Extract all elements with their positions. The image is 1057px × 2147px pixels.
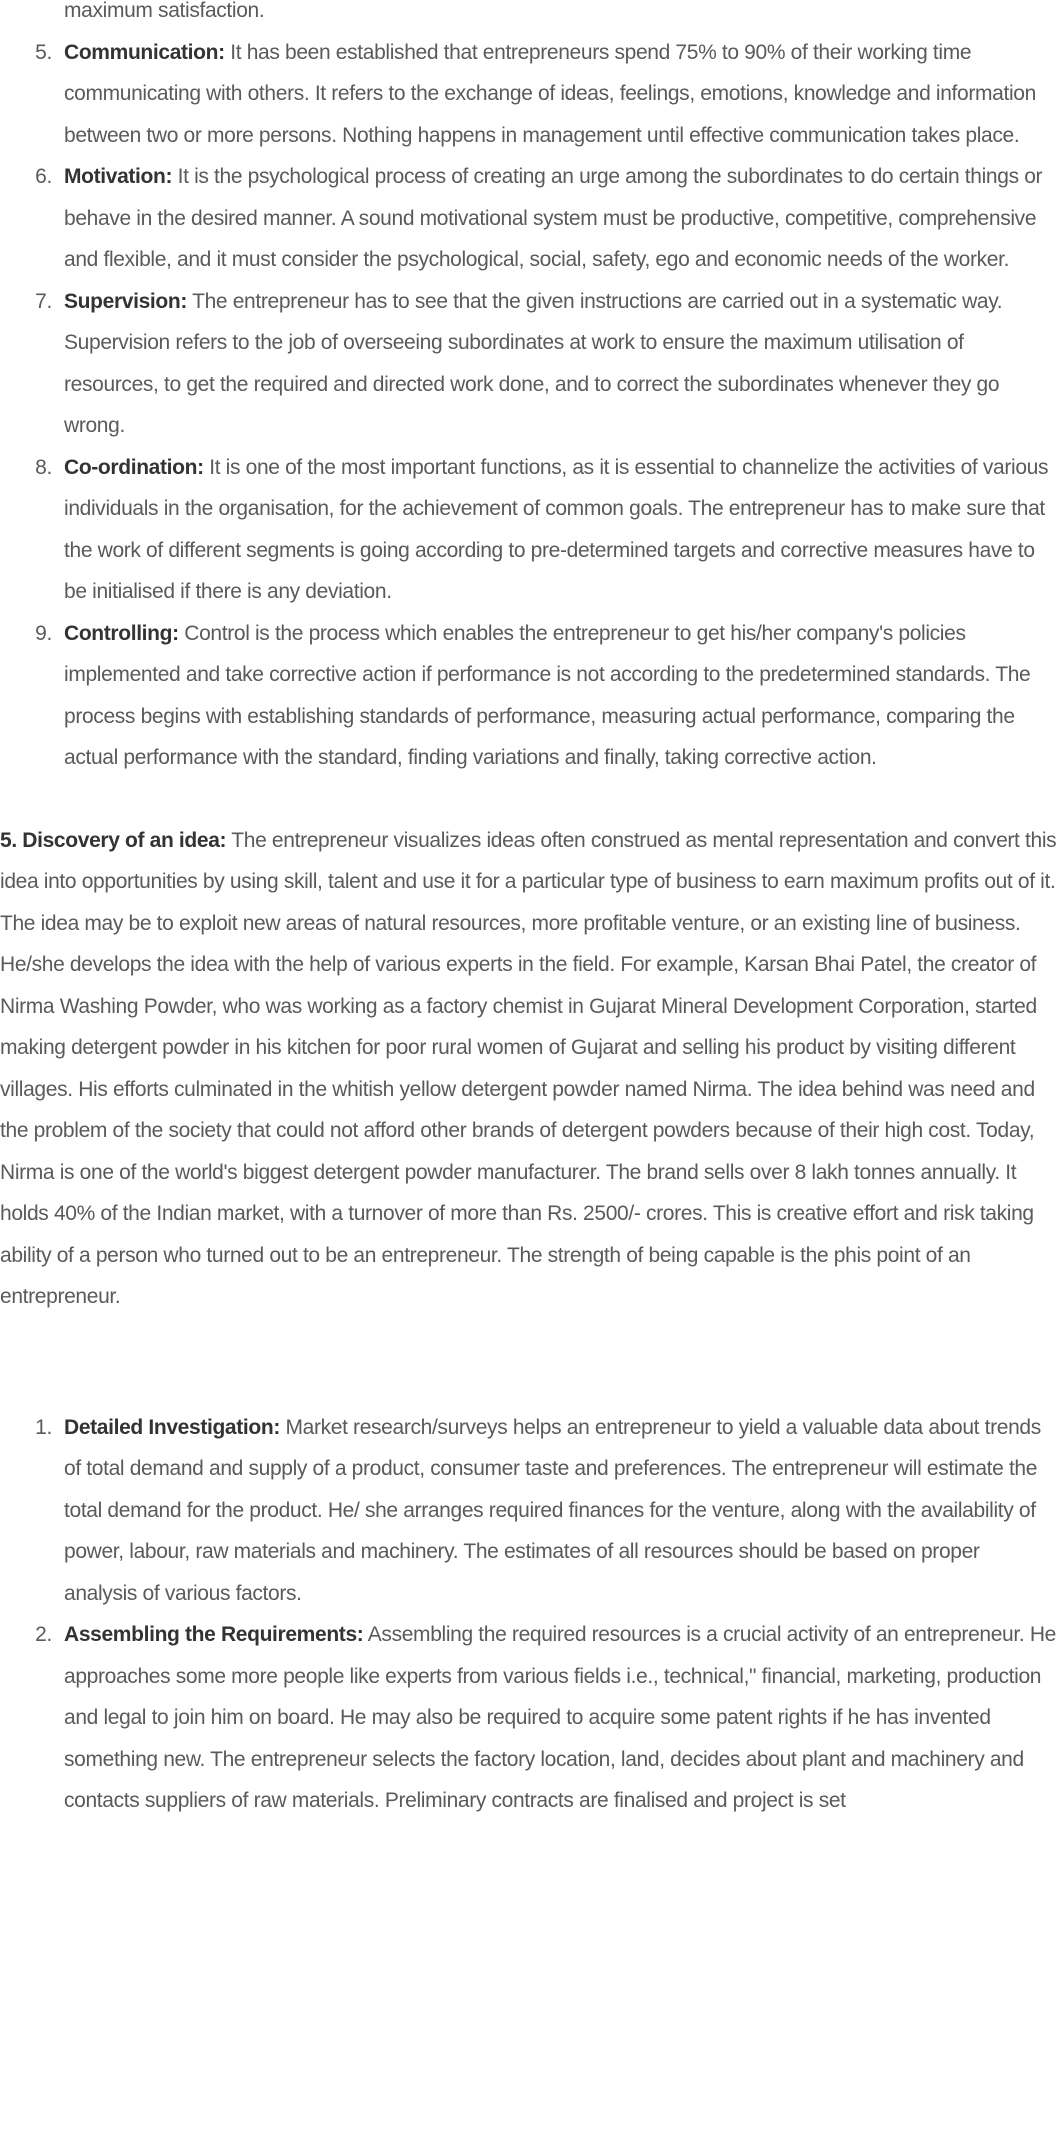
item-number: 2. <box>35 1623 52 1646</box>
leading-fragment: maximum satisfaction. <box>64 0 265 22</box>
list-item <box>0 281 1057 447</box>
list-item <box>0 613 1057 779</box>
item-number: 6. <box>35 165 52 188</box>
list-item <box>0 32 1057 157</box>
item-title: Co-ordination: <box>64 455 204 479</box>
list-item <box>0 1407 1057 1615</box>
item-title: Assembling the Requirements: <box>64 1623 364 1646</box>
management-functions-list <box>0 32 1057 779</box>
item-title: Detailed Investigation: <box>64 1415 280 1439</box>
list-item <box>0 1614 1057 1822</box>
item-text: Control is the process which enables the entrepreneur to get his/her company's policies implemented and take corrective action if performance is not according to the predetermined standards. The process begins with establishing standards of performance, measuring actual performance, comparing the actual performance with the standard, finding variations and finally, taking corrective action. <box>64 621 1031 769</box>
item-number: 8. <box>35 455 52 479</box>
item-text: It is the psychological process of creating an urge among the subordinates to do certain things or behave in the desired manner. A sound motivational system must be productive, competitive, comprehensive and flexible, and it must consider the psychological, social, safety, ego and economic needs of the worker. <box>64 165 1043 271</box>
item-text: The entrepreneur has to see that the given instructions are carried out in a systematic way. Supervision refers to the job of overseeing subordinates at work to ensure the maximum utilisation of resources, to get the required and directed work done, and to correct the subordinates whenever they go wrong. <box>64 289 1003 437</box>
item-number: 5. <box>35 40 52 64</box>
item-number: 1. <box>35 1415 52 1439</box>
section-heading: 5. Discovery of an idea: <box>0 828 227 852</box>
item-text: It has been established that entrepreneurs spend 75% to 90% of their working time communicating with others. It refers to the exchange of ideas, feelings, emotions, knowledge and information between two or more persons. Nothing happens in management until effective communication takes place. <box>64 40 1036 147</box>
item-number: 9. <box>35 621 52 645</box>
item-title: Communication: <box>64 40 225 64</box>
list-item <box>0 156 1057 281</box>
item-text: It is one of the most important functions, as it is essential to channelize the activities of various individuals in the organisation, for the achievement of common goals. The entrepreneur has to make sure that the work of different segments is going according to pre-determined targets and corrective measures have to be initialised if there is any deviation. <box>64 455 1049 603</box>
item-text: Assembling the required resources is a crucial activity of an entrepreneur. He approaches some more people like experts from various fields i.e., technical," financial, marketing, production and legal to join him on board. He may also be required to acquire some patent rights if he has invented something new. The entrepreneur selects the factory location, land, decides about plant and machinery and contacts suppliers of raw materials. Preliminary contracts are finalised and project is set <box>64 1623 1056 1812</box>
item-title: Controlling: <box>64 621 179 645</box>
item-number: 7. <box>35 289 52 313</box>
item-title: Supervision: <box>64 289 187 313</box>
item-text: Market research/surveys helps an entrepreneur to yield a valuable data about trends of total demand and supply of a product, consumer taste and preferences. The entrepreneur will estimate the total demand for the product. He/ she arranges required finances for the venture, along with the availability of power, labour, raw materials and machinery. The estimates of all resources should be based on proper analysis of various factors. <box>64 1415 1041 1605</box>
discovery-paragraph <box>0 820 1057 1318</box>
steps-list <box>0 1407 1057 1822</box>
paragraph-text: The entrepreneur visualizes ideas often construed as mental representation and convert this idea into opportunities by using skill, talent and use it for a particular type of business to earn maximum profits out of it. The idea may be to exploit new areas of natural resources, more profitable venture, or an existing line of business. He/she develops the idea with the help of various experts in the field. For example, Karsan Bhai Patel, the creator of Nirma Washing Powder, who was working as a factory chemist in Gujarat Mineral Development Corporation, started making detergent powder in his kitchen for poor rural women of Gujarat and selling his product by visiting different villages. His efforts culminated in the whitish yellow detergent powder named Nirma. The idea behind was need and the problem of the society that could not afford other brands of detergent powders because of their high cost. Today, Nirma is one of the world's biggest detergent powder manufacturer. The brand sells over 8 lakh tonnes annually. It holds 40% of the Indian market, with a turnover of more than Rs. 2500/- crores. This is creative effort and risk taking ability of a person who turned out to be an entrepreneur. The strength of being capable is the phis point of an entrepreneur. <box>0 828 1057 1308</box>
item-title: Motivation: <box>64 165 173 188</box>
list-item <box>0 447 1057 613</box>
